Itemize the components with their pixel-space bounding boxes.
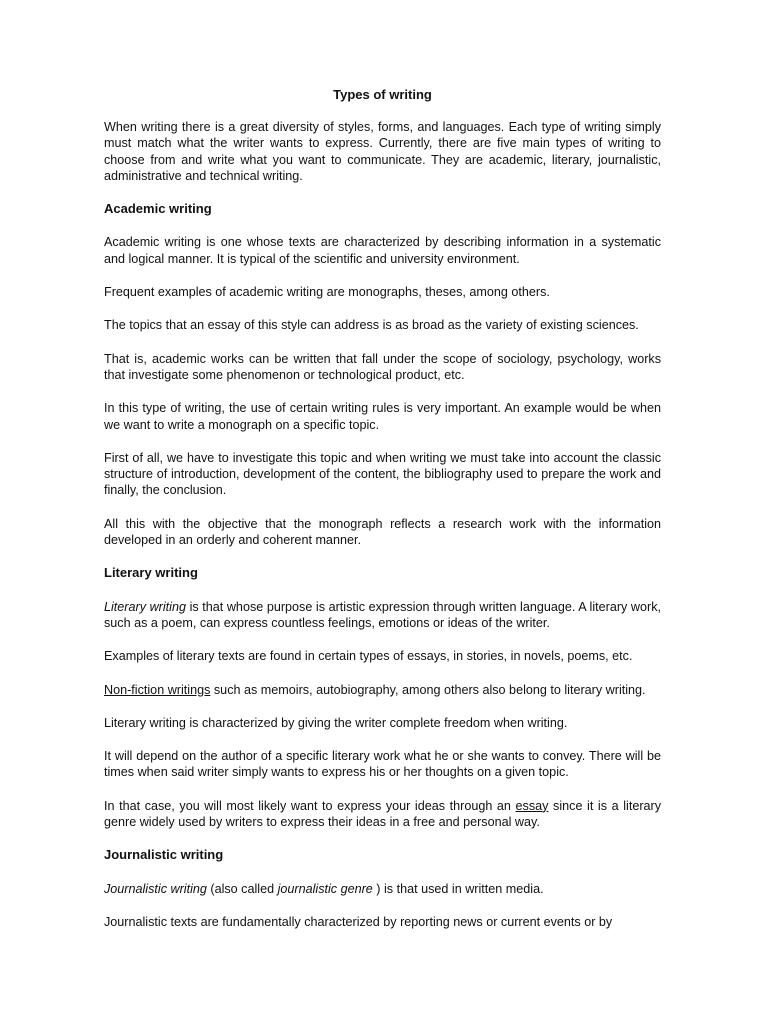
literary-paragraph-1-text: is that whose purpose is artistic expression through written language. A literary work, such as a poem, can express countless feelings, emotions or ideas of the writer. [104, 599, 662, 630]
literary-paragraph-2: Examples of literary texts are found in certain types of essays, in stories, in novels, poems, etc. [104, 649, 633, 664]
literary-paragraph-3 [104, 682, 661, 698]
journalistic-genre-term: journalistic genre [277, 881, 373, 896]
academic-paragraph-5: In this type of writing, the use of certain writing rules is very important. An example would be when we want to write a monograph on a specific topic. [104, 401, 661, 432]
academic-paragraph-4: That is, academic works can be written that fall under the scope of sociology, psychology, works that investigate some phenomenon or technological product, etc. [104, 351, 661, 382]
academic-paragraph-2: Frequent examples of academic writing are monographs, theses, among others. [104, 285, 550, 300]
literary-paragraph-4: Literary writing is characterized by giving the writer complete freedom when writing. [104, 715, 568, 730]
literary-paragraph-6 [104, 798, 661, 831]
literary-paragraph-3-text: such as memoirs, autobiography, among others also belong to literary writing. [210, 682, 646, 697]
intro-paragraph: When writing there is a great diversity of styles, forms, and languages. Each type of writing simply must match what the writer wants to express. Currently, there are five main types of writing to choose from and write what you want to communicate. They are academic, literary, journalistic, administrative and technical writing. [104, 120, 661, 183]
journalistic-paragraph-1-post: ) is that used in written media. [372, 881, 544, 896]
journalistic-paragraph-2: Journalistic texts are fundamentally characterized by reporting news or current events or by [104, 914, 613, 929]
essay-link[interactable]: essay [515, 798, 549, 813]
academic-writing-heading: Academic writing [104, 201, 212, 217]
journalistic-writing-term: Journalistic writing [104, 881, 207, 896]
journalistic-writing-heading: Journalistic writing [104, 847, 224, 863]
literary-writing-term: Literary writing [104, 599, 186, 614]
academic-paragraph-3: The topics that an essay of this style can address is as broad as the variety of existing sciences. [104, 318, 639, 333]
academic-paragraph-1: Academic writing is one whose texts are characterized by describing information in a systematic and logical manner. It is typical of the scientific and university environment. [104, 235, 661, 266]
academic-paragraph-7: All this with the objective that the monograph reflects a research work with the information developed in an orderly and coherent manner. [104, 516, 661, 548]
literary-paragraph-5: It will depend on the author of a specific literary work what he or she wants to convey. There will be times when said writer simply wants to express his or her thoughts on a given topic. [104, 749, 661, 780]
literary-paragraph-6-pre: In that case, you will most likely want to express your ideas through an [104, 798, 516, 813]
non-fiction-writings-link[interactable]: Non-fiction writings [104, 682, 211, 697]
journalistic-paragraph-1-mid: (also called [206, 881, 278, 896]
document-title: Types of writing [333, 87, 432, 102]
literary-writing-heading: Literary writing [104, 565, 198, 581]
literary-paragraph-1 [104, 599, 661, 632]
journalistic-paragraph-1 [104, 881, 661, 897]
academic-paragraph-6: First of all, we have to investigate this topic and when writing we must take into account the classic structure of introduction, development of the content, the bibliography used to prepare the work and finally, the conclusion. [104, 450, 661, 498]
literary-paragraph-6-post: since it is a literary genre widely used by writers to express their ideas in a free and personal way. [104, 798, 662, 830]
